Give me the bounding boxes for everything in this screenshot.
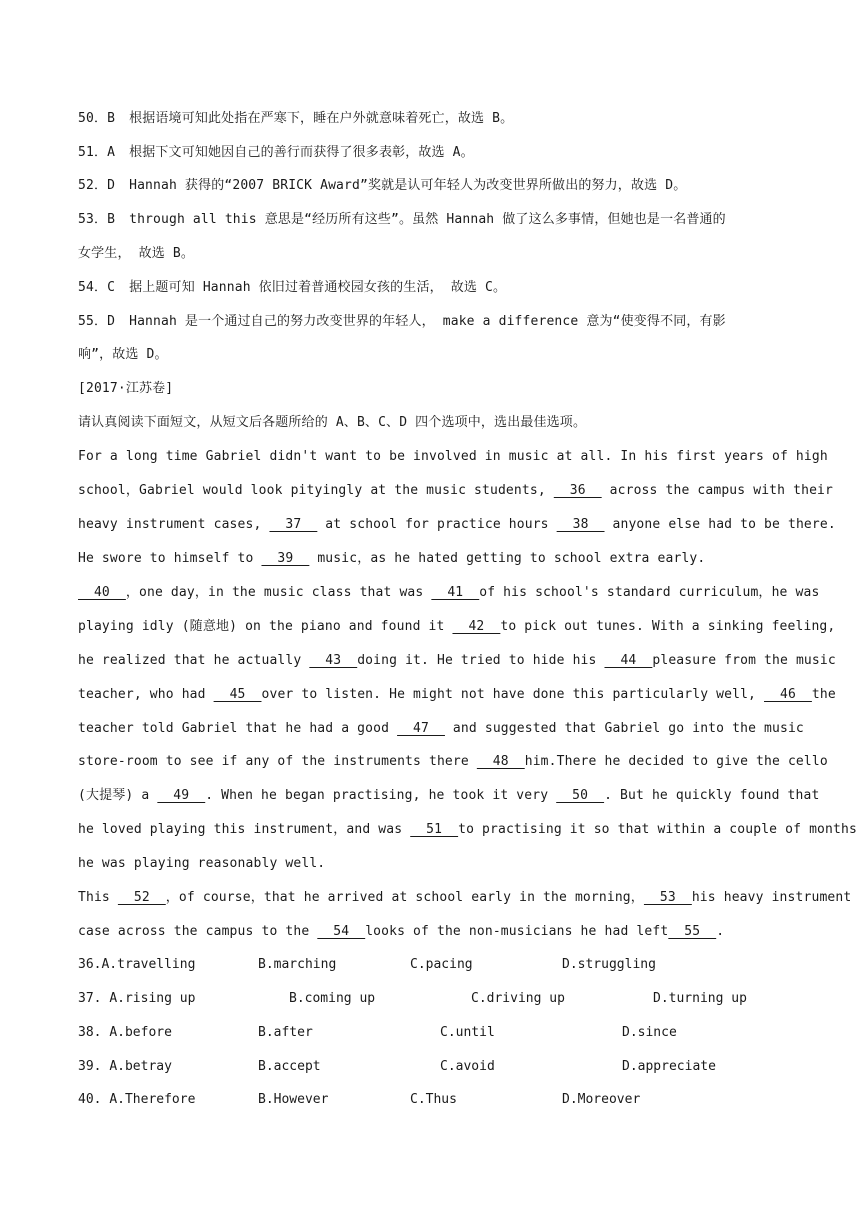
blank-40: 40 (78, 585, 126, 600)
answer-text: through all this 意思是“经历所有这些”。虽然 Hannah 做了这么多事情，但她也是一名普通的 (129, 212, 726, 227)
answer-text: 据上题可知 Hannah 依旧过着普通校园女孩的生活， 故选 C。 (129, 280, 507, 295)
blank-38: 38 (556, 517, 605, 532)
passage-line-3 (78, 514, 836, 536)
passage-text: across the campus with their (601, 483, 833, 498)
option-b: B.after (258, 1025, 313, 1040)
answer-54 (78, 277, 784, 299)
blank-39: 39 (261, 551, 310, 566)
option-d: D.turning up (653, 991, 747, 1006)
passage-text: at school for practice hours (317, 517, 557, 532)
answer-55-continued: 响”，故选 D。 (78, 347, 168, 362)
passage-text: He swore to himself to (78, 551, 262, 566)
blank-43: 43 (309, 653, 358, 668)
passage-line-15 (78, 921, 784, 943)
option-c: C.until (440, 1025, 495, 1040)
blank-41: 41 (431, 585, 480, 600)
passage-text: heavy instrument cases, (78, 517, 270, 532)
passage-text: . But he quickly found that (604, 788, 820, 803)
passage-text: of his school's standard curriculum，he was (479, 585, 820, 600)
passage-text: looks of the non-musicians he had left (365, 924, 669, 939)
passage-line-4 (78, 548, 784, 570)
blank-48: 48 (476, 754, 525, 769)
blank-54: 54 (317, 924, 366, 939)
answer-number: 55．D (78, 314, 116, 329)
blank-45: 45 (213, 687, 262, 702)
blank-49: 49 (157, 788, 206, 803)
passage-text: This (78, 890, 118, 905)
answer-number: 50．B (78, 111, 116, 126)
passage-text: ，of course，that he arrived at school early in the morning， (165, 890, 644, 905)
passage-line-11 (78, 785, 820, 807)
option-d: D.appreciate (622, 1059, 716, 1074)
answer-51 (78, 142, 784, 164)
answer-text: 根据语境可知此处指在严寒下，睡在户外就意味着死亡，故选 B。 (129, 111, 514, 126)
answer-number: 52．D (78, 178, 116, 193)
answer-50 (78, 108, 784, 130)
passage-line-7 (78, 650, 836, 672)
blank-55: 55 (668, 924, 717, 939)
passage-text: playing idly (随意地) on the piano and found it (78, 619, 453, 634)
passage-line-1: For a long time Gabriel didn't want to be involved in music at all. In his first years of high (78, 449, 828, 464)
blank-53: 53 (643, 890, 692, 905)
option-c: C.pacing (410, 957, 473, 972)
question-number: 37. (78, 991, 102, 1006)
option-c: C.Thus (410, 1092, 457, 1107)
blank-44: 44 (604, 653, 653, 668)
blank-47: 47 (397, 721, 445, 736)
section-instruction: 请认真阅读下面短文，从短文后各题所给的 A、B、C、D 四个选项中，选出最佳选项。 (78, 415, 587, 430)
option-a (78, 954, 195, 976)
option-b: B.coming up (289, 991, 376, 1006)
option-a (78, 1089, 195, 1111)
passage-text: ，one day，in the music class that was (125, 585, 432, 600)
blank-36: 36 (553, 483, 602, 498)
option-b: B.accept (258, 1059, 321, 1074)
passage-text: teacher, who had (78, 687, 214, 702)
answer-53 (78, 209, 784, 231)
question-number: 38. (78, 1025, 102, 1040)
passage-text: (大提琴) a (78, 788, 158, 803)
passage-text: teacher told Gabriel that he had a good (78, 721, 398, 736)
passage-text: pleasure from the music (652, 653, 836, 668)
option-text: A.betray (109, 1059, 172, 1074)
passage-text: and suggested that Gabriel go into the music (444, 721, 804, 736)
option-text: A.travelling (101, 957, 196, 972)
answer-text: 根据下文可知她因自己的善行而获得了很多表彰，故选 A。 (129, 145, 474, 160)
option-b: B.marching (258, 957, 337, 972)
blank-51: 51 (410, 822, 459, 837)
option-a (78, 988, 195, 1010)
passage-text: case across the campus to the (78, 924, 318, 939)
passage-text: over to listen. He might not have done this particularly well, (261, 687, 765, 702)
blank-46: 46 (764, 687, 812, 702)
passage-text: anyone else had to be there. (604, 517, 836, 532)
passage-text: . (716, 924, 725, 939)
question-number: 40. (78, 1092, 102, 1107)
section-source: [2017·江苏卷] (78, 381, 174, 396)
option-a (78, 1022, 172, 1044)
passage-text: he loved playing this instrument，and was (78, 822, 411, 837)
passage-text: . When he began practising, he took it very (205, 788, 557, 803)
passage-text: the (811, 687, 836, 702)
answer-53-continued: 女学生， 故选 B。 (78, 246, 194, 261)
passage-line-6 (78, 616, 836, 638)
option-text: A.before (109, 1025, 172, 1040)
option-text: A.Therefore (109, 1092, 196, 1107)
passage-line-5 (78, 582, 820, 604)
blank-42: 42 (452, 619, 501, 634)
blank-50: 50 (556, 788, 605, 803)
passage-text: his heavy instrument (691, 890, 852, 905)
answer-number: 51．A (78, 145, 116, 160)
question-number: 36. (78, 957, 102, 972)
option-text: A.rising up (109, 991, 196, 1006)
passage-text: school，Gabriel would look pityingly at the music students, (78, 483, 554, 498)
answer-text: Hannah 获得的“2007 BRICK Award”奖就是认可年轻人为改变世界所做出的努力，故选 D。 (129, 178, 687, 193)
option-c: C.avoid (440, 1059, 495, 1074)
passage-text: doing it. He tried to hide his (357, 653, 605, 668)
option-d: D.Moreover (562, 1092, 641, 1107)
passage-line-12 (78, 819, 857, 841)
question-number: 39. (78, 1059, 102, 1074)
option-c: C.driving up (471, 991, 565, 1006)
passage-text: he realized that he actually (78, 653, 310, 668)
passage-line-2 (78, 480, 833, 502)
option-a (78, 1056, 172, 1078)
blank-37: 37 (269, 517, 318, 532)
passage-line-8 (78, 684, 836, 706)
answer-number: 53．B (78, 212, 116, 227)
passage-text: store-room to see if any of the instruments there (78, 754, 477, 769)
answer-text: Hannah 是一个通过自己的努力改变世界的年轻人， make a difference 意为“使变得不同，有影 (129, 314, 726, 329)
passage-text: to practising it so that within a couple of months (458, 822, 857, 837)
option-d: D.struggling (562, 957, 656, 972)
passage-line-9 (78, 718, 804, 740)
answer-55 (78, 311, 784, 333)
answer-number: 54．C (78, 280, 116, 295)
answer-52 (78, 175, 784, 197)
option-b: B.However (258, 1092, 329, 1107)
passage-text: to pick out tunes. With a sinking feeling, (500, 619, 836, 634)
option-d: D.since (622, 1025, 677, 1040)
passage-text: him.There he decided to give the cello (524, 754, 828, 769)
blank-52: 52 (117, 890, 166, 905)
passage-text: music，as he hated getting to school extra early. (309, 551, 706, 566)
passage-line-13: he was playing reasonably well. (78, 856, 326, 871)
passage-line-14 (78, 887, 852, 909)
passage-line-10 (78, 751, 828, 773)
